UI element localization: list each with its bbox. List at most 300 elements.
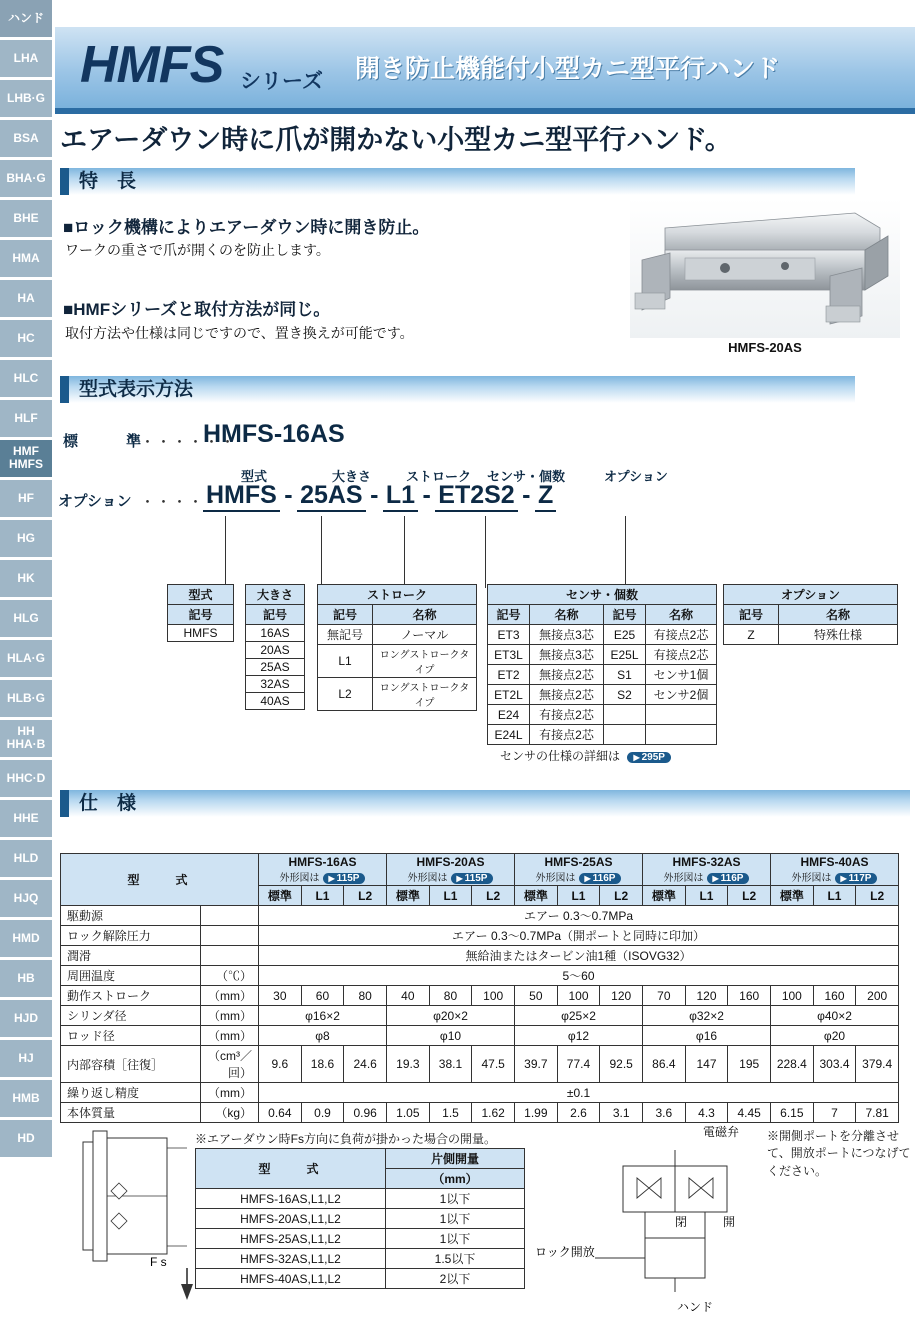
table-size-head: 大きさ bbox=[246, 585, 305, 605]
sidebar-item-bhe[interactable] bbox=[0, 200, 52, 237]
top-white-bar bbox=[55, 0, 915, 26]
spec-row-unit: （mm） bbox=[201, 1006, 259, 1026]
sidebar-item-hd[interactable] bbox=[0, 1120, 52, 1157]
spec-model-draw: 外形図は ▶ 116P bbox=[646, 869, 767, 884]
table-sensor-cell: 有接点2芯 bbox=[646, 625, 717, 645]
table-sensor-cell: 無接点3芯 bbox=[530, 645, 604, 665]
spec-cell: 40 bbox=[387, 986, 430, 1006]
table-stroke-cell: 無記号 bbox=[318, 625, 373, 645]
hand-label: ハンド bbox=[677, 1300, 714, 1314]
sidebar-item-label: HF bbox=[18, 491, 34, 505]
solenoid-valve-label: 電磁弁 bbox=[703, 1125, 740, 1139]
sidebar-item-hjd[interactable] bbox=[0, 1000, 52, 1037]
spec-cell: φ8 bbox=[259, 1026, 387, 1046]
table-sensor-head: センサ・個数 bbox=[488, 585, 717, 605]
table-option-head: オプション bbox=[724, 585, 898, 605]
sidebar-item-label: HHC·D bbox=[6, 771, 46, 785]
spec-model-page-link[interactable]: ▶ 116P bbox=[707, 873, 750, 884]
spec-cell: 1.05 bbox=[387, 1103, 430, 1123]
spec-cell: φ32×2 bbox=[643, 1006, 771, 1026]
spec-row bbox=[61, 926, 899, 946]
spec-cell: 228.4 bbox=[771, 1046, 814, 1083]
opt-dots: ・・・・・・ bbox=[140, 494, 237, 511]
connector-size bbox=[321, 516, 322, 588]
table-sensor-cell: E25 bbox=[604, 625, 646, 645]
table-size bbox=[245, 584, 305, 710]
table-sensor-cell: センサ1個 bbox=[646, 665, 717, 685]
code-head-stroke: ストローク bbox=[406, 469, 472, 484]
sidebar-item-hhe[interactable] bbox=[0, 800, 52, 837]
section-spec bbox=[60, 790, 910, 817]
spec-cell: 7 bbox=[813, 1103, 856, 1123]
sidebar-item-label: LHA bbox=[13, 51, 39, 65]
spec-cell: 160 bbox=[728, 986, 771, 1006]
spec-row-unit bbox=[201, 906, 259, 926]
open-table-amount: 1以下 bbox=[386, 1189, 525, 1209]
sidebar-item-lha[interactable] bbox=[0, 40, 52, 77]
spec-body bbox=[61, 906, 899, 1123]
spec-cell: 303.4 bbox=[813, 1046, 856, 1083]
spec-cell: 7.81 bbox=[856, 1103, 899, 1123]
port-separation-note: ※開側ポートを分離させて、開放ポートにつなげてください。 bbox=[767, 1129, 911, 1178]
spec-row bbox=[61, 906, 899, 926]
spec-cell: 379.4 bbox=[856, 1046, 899, 1083]
sidebar-item-hla·g[interactable] bbox=[0, 640, 52, 677]
table-option-sub: 名称 bbox=[779, 605, 898, 625]
sidebar-item-label: HD bbox=[17, 1131, 35, 1145]
spec-cell: 80 bbox=[429, 986, 472, 1006]
open-table-amount: 1.5以下 bbox=[386, 1249, 525, 1269]
spec-cell: 6.15 bbox=[771, 1103, 814, 1123]
table-sensor-cell: E25L bbox=[604, 645, 646, 665]
table-stroke-cell: ロングストロークタイプ bbox=[373, 678, 477, 711]
spec-cell: 4.45 bbox=[728, 1103, 771, 1123]
code-head-size: 大きさ bbox=[332, 469, 372, 484]
spec-row-unit: （℃） bbox=[201, 966, 259, 986]
spec-cell: 147 bbox=[685, 1046, 728, 1083]
sidebar-item-label: HJD bbox=[13, 1011, 38, 1025]
table-sensor-cell: ET3L bbox=[488, 645, 530, 665]
table-sensor-cell: センサ2個 bbox=[646, 685, 717, 705]
open-table-model: HMFS-20AS,L1,L2 bbox=[196, 1209, 386, 1229]
table-size-sub: 記号 bbox=[246, 605, 305, 625]
section-spec-title: 仕 様 bbox=[79, 793, 137, 814]
spec-row-unit: （cm³／回） bbox=[201, 1046, 259, 1083]
table-sensor-cell: 無接点3芯 bbox=[530, 625, 604, 645]
sidebar-item-hjq[interactable] bbox=[0, 880, 52, 917]
std-label: 標 準 bbox=[63, 433, 148, 450]
sidebar-item-label: ハンド bbox=[7, 11, 44, 25]
sidebar-item-hj[interactable] bbox=[0, 1040, 52, 1077]
sidebar-item-hmb[interactable] bbox=[0, 1080, 52, 1117]
spec-variant-head: L1 bbox=[685, 886, 728, 906]
table-size-cell: 16AS bbox=[246, 625, 305, 642]
spec-cell: 1.99 bbox=[515, 1103, 558, 1123]
sidebar-item-label: HHA·B bbox=[6, 737, 46, 751]
sidebar-item-label: HLC bbox=[13, 371, 39, 385]
header-subtitle: 開き防止機能付小型カニ型平行ハンド bbox=[355, 55, 781, 83]
table-sensor-cell: 無接点2芯 bbox=[530, 685, 604, 705]
sidebar-item-hlg[interactable] bbox=[0, 600, 52, 637]
table-sensor-cell: 無接点2芯 bbox=[530, 665, 604, 685]
spec-row bbox=[61, 946, 899, 966]
sidebar-item-label: HLG bbox=[13, 611, 39, 625]
sidebar-item-label: BHE bbox=[13, 211, 39, 225]
spec-cell: 4.3 bbox=[685, 1103, 728, 1123]
spec-cell: φ25×2 bbox=[515, 1006, 643, 1026]
sidebar-item-hlf[interactable] bbox=[0, 400, 52, 437]
code-seg-type: HMFS bbox=[203, 481, 280, 512]
code-sep-4: - bbox=[522, 481, 531, 509]
spec-model-name: HMFS-20AS bbox=[416, 855, 485, 869]
table-sensor-cell bbox=[604, 705, 646, 725]
open-table-amount: 2以下 bbox=[386, 1269, 525, 1289]
table-sensor-cell bbox=[604, 725, 646, 745]
sidebar-item-label: HLF bbox=[14, 411, 38, 425]
spec-row bbox=[61, 986, 899, 1006]
spec-row bbox=[61, 1083, 899, 1103]
spec-row-unit bbox=[201, 946, 259, 966]
product-photo bbox=[630, 198, 900, 338]
spec-cell: 38.1 bbox=[429, 1046, 472, 1083]
table-sensor-sub: 名称 bbox=[646, 605, 717, 625]
spec-cell: φ12 bbox=[515, 1026, 643, 1046]
spec-cell: 120 bbox=[600, 986, 643, 1006]
connector-sensor bbox=[485, 516, 486, 588]
spec-row-label: ロッド径 bbox=[61, 1026, 201, 1046]
table-sensor-cell: E24 bbox=[488, 705, 530, 725]
spec-variant-head: L2 bbox=[856, 886, 899, 906]
spec-row-unit bbox=[201, 926, 259, 946]
table-sensor-cell: ET2L bbox=[488, 685, 530, 705]
spec-cell: 1.5 bbox=[429, 1103, 472, 1123]
spec-cell: 39.7 bbox=[515, 1046, 558, 1083]
open-amount-table bbox=[195, 1148, 525, 1289]
page-header bbox=[55, 26, 915, 108]
spec-variant-head: 標準 bbox=[515, 886, 558, 906]
code-head-sensor: センサ・個数 bbox=[487, 469, 566, 484]
spec-cell: 100 bbox=[771, 986, 814, 1006]
spec-model-draw: 外形図は ▶ 117P bbox=[774, 869, 895, 884]
spec-variant-head: 標準 bbox=[387, 886, 430, 906]
spec-model-page-link[interactable]: ▶ 117P bbox=[835, 873, 878, 884]
sidebar-item-label: BHA·G bbox=[6, 171, 46, 185]
table-type bbox=[167, 584, 234, 642]
spec-cell: 3.1 bbox=[600, 1103, 643, 1123]
code-head-option: オプション bbox=[604, 469, 668, 484]
feature-1-heading: ■ロック機構によりエアーダウン時に開き防止。 bbox=[63, 218, 430, 237]
sidebar-item-hg[interactable] bbox=[0, 520, 52, 557]
open-table-model: HMFS-25AS,L1,L2 bbox=[196, 1229, 386, 1249]
code-seg-sensor: ET2S2 bbox=[435, 481, 517, 512]
spec-row-label: 繰り返し精度 bbox=[61, 1083, 201, 1103]
connector-stroke bbox=[404, 516, 405, 588]
feature-2-heading: ■HMFシリーズと取付方法が同じ。 bbox=[63, 300, 331, 319]
code-seg-stroke: L1 bbox=[383, 481, 418, 512]
open-table-model: HMFS-32AS,L1,L2 bbox=[196, 1249, 386, 1269]
spec-variant-head: L1 bbox=[429, 886, 472, 906]
spec-row-unit: （kg） bbox=[201, 1103, 259, 1123]
sidebar-item-lhb·g[interactable] bbox=[0, 80, 52, 117]
close-port-label: 閉 bbox=[675, 1215, 688, 1229]
sidebar-item-label: HMA bbox=[12, 251, 40, 265]
std-dots: ・・・・・・ bbox=[140, 434, 237, 451]
table-sensor bbox=[487, 584, 717, 745]
code-sep-2: - bbox=[370, 481, 379, 509]
sidebar-item-hmf-hmfs[interactable] bbox=[0, 440, 52, 477]
open-table-amount: 1以下 bbox=[386, 1209, 525, 1229]
spec-cell: 92.5 bbox=[600, 1046, 643, 1083]
sidebar-item-label: HJQ bbox=[13, 891, 39, 905]
open-table-head-unit: （mm） bbox=[386, 1169, 525, 1189]
spec-variant-head: 標準 bbox=[771, 886, 814, 906]
sidebar-item-label: BSA bbox=[13, 131, 39, 145]
spec-cell: 30 bbox=[259, 986, 302, 1006]
sidebar-item-hld[interactable] bbox=[0, 840, 52, 877]
sidebar-item-label: HK bbox=[17, 571, 35, 585]
spec-model-head bbox=[643, 854, 771, 886]
table-sensor-sub: 名称 bbox=[530, 605, 604, 625]
section-features-title: 特 長 bbox=[79, 171, 137, 192]
table-sensor-cell: ET3 bbox=[488, 625, 530, 645]
spec-row-label: 動作ストローク bbox=[61, 986, 201, 1006]
sidebar-item-label: HLD bbox=[13, 851, 39, 865]
code-sep-3: - bbox=[422, 481, 431, 509]
open-table-head-model: 型 式 bbox=[196, 1149, 386, 1189]
spec-cell: φ10 bbox=[387, 1026, 515, 1046]
std-model-code: HMFS-16AS bbox=[203, 420, 345, 448]
open-table-row bbox=[196, 1269, 525, 1289]
table-size-cell: 25AS bbox=[246, 659, 305, 676]
table-sensor-cell: S2 bbox=[604, 685, 646, 705]
open-table-row bbox=[196, 1189, 525, 1209]
sidebar-item-hma[interactable] bbox=[0, 240, 52, 277]
sidebar-item-hb[interactable] bbox=[0, 960, 52, 997]
spec-cell: 47.5 bbox=[472, 1046, 515, 1083]
spec-cell: 5〜60 bbox=[259, 966, 899, 986]
sidebar-item-label: HMD bbox=[12, 931, 40, 945]
spec-model-page-link[interactable]: ▶ 116P bbox=[579, 873, 622, 884]
sidebar-item-label: HMB bbox=[12, 1091, 40, 1105]
spec-cell: φ40×2 bbox=[771, 1006, 899, 1026]
table-sensor-sub: 記号 bbox=[488, 605, 530, 625]
spec-model-page-link[interactable]: ▶ 115P bbox=[323, 873, 366, 884]
spec-cell: 195 bbox=[728, 1046, 771, 1083]
spec-row-label: 本体質量 bbox=[61, 1103, 201, 1123]
spec-row-label: 内部容積［往復］ bbox=[61, 1046, 201, 1083]
spec-variant-head: L1 bbox=[301, 886, 344, 906]
open-table-head-amount: 片側開量 bbox=[386, 1149, 525, 1169]
option-model-code bbox=[203, 481, 556, 512]
table-size-cell: 20AS bbox=[246, 642, 305, 659]
spec-cell: ±0.1 bbox=[259, 1083, 899, 1103]
sidebar-item-label: HMFS bbox=[9, 457, 43, 471]
table-sensor-cell: E24L bbox=[488, 725, 530, 745]
sidebar-item-label: HLA·G bbox=[7, 651, 45, 665]
table-size-cell: 32AS bbox=[246, 676, 305, 693]
sidebar-item-hc[interactable] bbox=[0, 320, 52, 357]
table-stroke bbox=[317, 584, 477, 711]
spec-row bbox=[61, 966, 899, 986]
table-option-sub: 記号 bbox=[724, 605, 779, 625]
spec-cell: 9.6 bbox=[259, 1046, 302, 1083]
section-features bbox=[60, 168, 855, 195]
spec-cell: φ20×2 bbox=[387, 1006, 515, 1026]
spec-model-name: HMFS-40AS bbox=[800, 855, 869, 869]
sidebar-item-ha[interactable] bbox=[0, 280, 52, 317]
spec-variant-head: 標準 bbox=[643, 886, 686, 906]
code-sep-1: - bbox=[284, 481, 293, 509]
spec-variant-head: L2 bbox=[344, 886, 387, 906]
open-table-model: HMFS-16AS,L1,L2 bbox=[196, 1189, 386, 1209]
table-type-head: 型式 bbox=[168, 585, 234, 605]
table-stroke-cell: L2 bbox=[318, 678, 373, 711]
section-model-code bbox=[60, 376, 855, 403]
spec-variant-head: L2 bbox=[728, 886, 771, 906]
table-stroke-cell: ロングストロークタイプ bbox=[373, 645, 477, 678]
spec-cell: 100 bbox=[472, 986, 515, 1006]
spec-model-head bbox=[515, 854, 643, 886]
sidebar-item-ハンド[interactable] bbox=[0, 0, 52, 37]
series-label: シリーズ bbox=[240, 70, 323, 93]
opt-label: オプション bbox=[58, 493, 132, 510]
sidebar-item-bha·g[interactable] bbox=[0, 160, 52, 197]
table-sensor-cell bbox=[646, 705, 717, 725]
sidebar-item-label: HG bbox=[17, 531, 35, 545]
table-size-cell: 40AS bbox=[246, 693, 305, 710]
spec-cell: 0.96 bbox=[344, 1103, 387, 1123]
spec-cell: 50 bbox=[515, 986, 558, 1006]
sidebar-item-label: HB bbox=[17, 971, 35, 985]
spec-row bbox=[61, 1103, 899, 1123]
spec-cell: エアー 0.3〜0.7MPa bbox=[259, 906, 899, 926]
product-photo-caption: HMFS-20AS bbox=[728, 340, 802, 355]
spec-cell: 70 bbox=[643, 986, 686, 1006]
spec-cell: 200 bbox=[856, 986, 899, 1006]
spec-row-label: 周囲温度 bbox=[61, 966, 201, 986]
table-type-sub: 記号 bbox=[168, 605, 234, 625]
code-seg-size: 25AS bbox=[297, 481, 366, 512]
open-table-model: HMFS-40AS,L1,L2 bbox=[196, 1269, 386, 1289]
table-sensor-cell: ET2 bbox=[488, 665, 530, 685]
open-table-row bbox=[196, 1229, 525, 1249]
spec-variant-head: L1 bbox=[813, 886, 856, 906]
spec-model-draw: 外形図は ▶ 116P bbox=[518, 869, 639, 884]
spec-cell: エアー 0.3〜0.7MPa（開ポートと同時に印加） bbox=[259, 926, 899, 946]
connector-type bbox=[225, 516, 226, 588]
sidebar-item-label: HH bbox=[17, 724, 35, 738]
spec-cell: 無給油またはタービン油1種（ISOVG32） bbox=[259, 946, 899, 966]
spec-row bbox=[61, 1026, 899, 1046]
spec-cell: 18.6 bbox=[301, 1046, 344, 1083]
sidebar-item-bsa[interactable] bbox=[0, 120, 52, 157]
spec-model-name: HMFS-25AS bbox=[544, 855, 613, 869]
spec-cell: 120 bbox=[685, 986, 728, 1006]
sidebar-item-label: HMF bbox=[13, 444, 39, 458]
hand-side-view-diagram bbox=[75, 1128, 205, 1318]
spec-model-name: HMFS-32AS bbox=[672, 855, 741, 869]
lock-release-label: ロック開放 bbox=[535, 1245, 595, 1259]
sidebar-item-label: HHE bbox=[13, 811, 39, 825]
spec-cell: 2.6 bbox=[557, 1103, 600, 1123]
table-sensor-cell: 有接点2芯 bbox=[530, 705, 604, 725]
connector-option bbox=[625, 516, 626, 588]
spec-cell: 77.4 bbox=[557, 1046, 600, 1083]
spec-model-name: HMFS-16AS bbox=[288, 855, 357, 869]
sensor-detail-note-text: センサの仕様の詳細は bbox=[500, 749, 621, 763]
sensor-detail-page-link[interactable]: ▶ 295P bbox=[627, 752, 671, 763]
sidebar-item-hh-hha·b[interactable] bbox=[0, 720, 52, 757]
sidebar-item-label: HLB·G bbox=[7, 691, 45, 705]
table-sensor-cell: 有接点2芯 bbox=[646, 645, 717, 665]
spec-cell: 160 bbox=[813, 986, 856, 1006]
table-stroke-cell: ノーマル bbox=[373, 625, 477, 645]
spec-cell: 19.3 bbox=[387, 1046, 430, 1083]
spec-variant-head: L2 bbox=[472, 886, 515, 906]
spec-variant-head: L1 bbox=[557, 886, 600, 906]
feature-2-text: 取付方法や仕様は同じですので、置き換えが可能です。 bbox=[65, 325, 414, 341]
table-type-cell: HMFS bbox=[168, 625, 234, 642]
spec-cell: φ16 bbox=[643, 1026, 771, 1046]
table-stroke-sub-code: 記号 bbox=[318, 605, 373, 625]
table-option-cell: 特殊仕様 bbox=[779, 625, 898, 645]
open-port-label: 開 bbox=[723, 1215, 736, 1229]
sidebar-item-hlb·g[interactable] bbox=[0, 680, 52, 717]
table-option-cell: Z bbox=[724, 625, 779, 645]
sidebar-item-label: LHB·G bbox=[7, 91, 45, 105]
table-stroke-head: ストローク bbox=[318, 585, 477, 605]
spec-cell: 0.64 bbox=[259, 1103, 302, 1123]
spec-table bbox=[60, 853, 899, 1123]
sidebar-item-hk[interactable] bbox=[0, 560, 52, 597]
spec-cell: 1.62 bbox=[472, 1103, 515, 1123]
open-table-row bbox=[196, 1209, 525, 1229]
spec-cell: 80 bbox=[344, 986, 387, 1006]
spec-row-label: ロック解除圧力 bbox=[61, 926, 201, 946]
code-seg-option: Z bbox=[535, 481, 556, 512]
spec-cell: 24.6 bbox=[344, 1046, 387, 1083]
page-title: HMFS bbox=[80, 36, 224, 94]
spec-cell: 60 bbox=[301, 986, 344, 1006]
table-stroke-sub-name: 名称 bbox=[373, 605, 477, 625]
spec-cell: 3.6 bbox=[643, 1103, 686, 1123]
table-sensor-sub: 記号 bbox=[604, 605, 646, 625]
spec-cell: φ16×2 bbox=[259, 1006, 387, 1026]
sidebar-item-hlc[interactable] bbox=[0, 360, 52, 397]
sidebar-item-label: HA bbox=[17, 291, 35, 305]
feature-1-text: ワークの重さで爪が開くのを防止します。 bbox=[65, 242, 330, 258]
spec-cell: 0.9 bbox=[301, 1103, 344, 1123]
spec-row bbox=[61, 1006, 899, 1026]
spec-row-label: 駆動源 bbox=[61, 906, 201, 926]
spec-model-page-link[interactable]: ▶ 115P bbox=[451, 873, 494, 884]
section-model-code-title: 型式表示方法 bbox=[79, 379, 194, 400]
spec-cell: φ20 bbox=[771, 1026, 899, 1046]
table-sensor-cell: S1 bbox=[604, 665, 646, 685]
table-stroke-cell: L1 bbox=[318, 645, 373, 678]
spec-model-draw: 外形図は ▶ 115P bbox=[390, 869, 511, 884]
spec-row bbox=[61, 1046, 899, 1083]
open-table-amount: 1以下 bbox=[386, 1229, 525, 1249]
spec-corner-label: 型 式 bbox=[61, 854, 259, 906]
code-head-type: 型式 bbox=[241, 469, 268, 484]
spec-row-unit: （mm） bbox=[201, 1083, 259, 1103]
sensor-detail-note bbox=[500, 747, 671, 765]
sidebar-item-hhc·d[interactable] bbox=[0, 760, 52, 797]
sidebar-item-hmd[interactable] bbox=[0, 920, 52, 957]
sidebar bbox=[0, 0, 55, 1320]
sidebar-item-hf[interactable] bbox=[0, 480, 52, 517]
